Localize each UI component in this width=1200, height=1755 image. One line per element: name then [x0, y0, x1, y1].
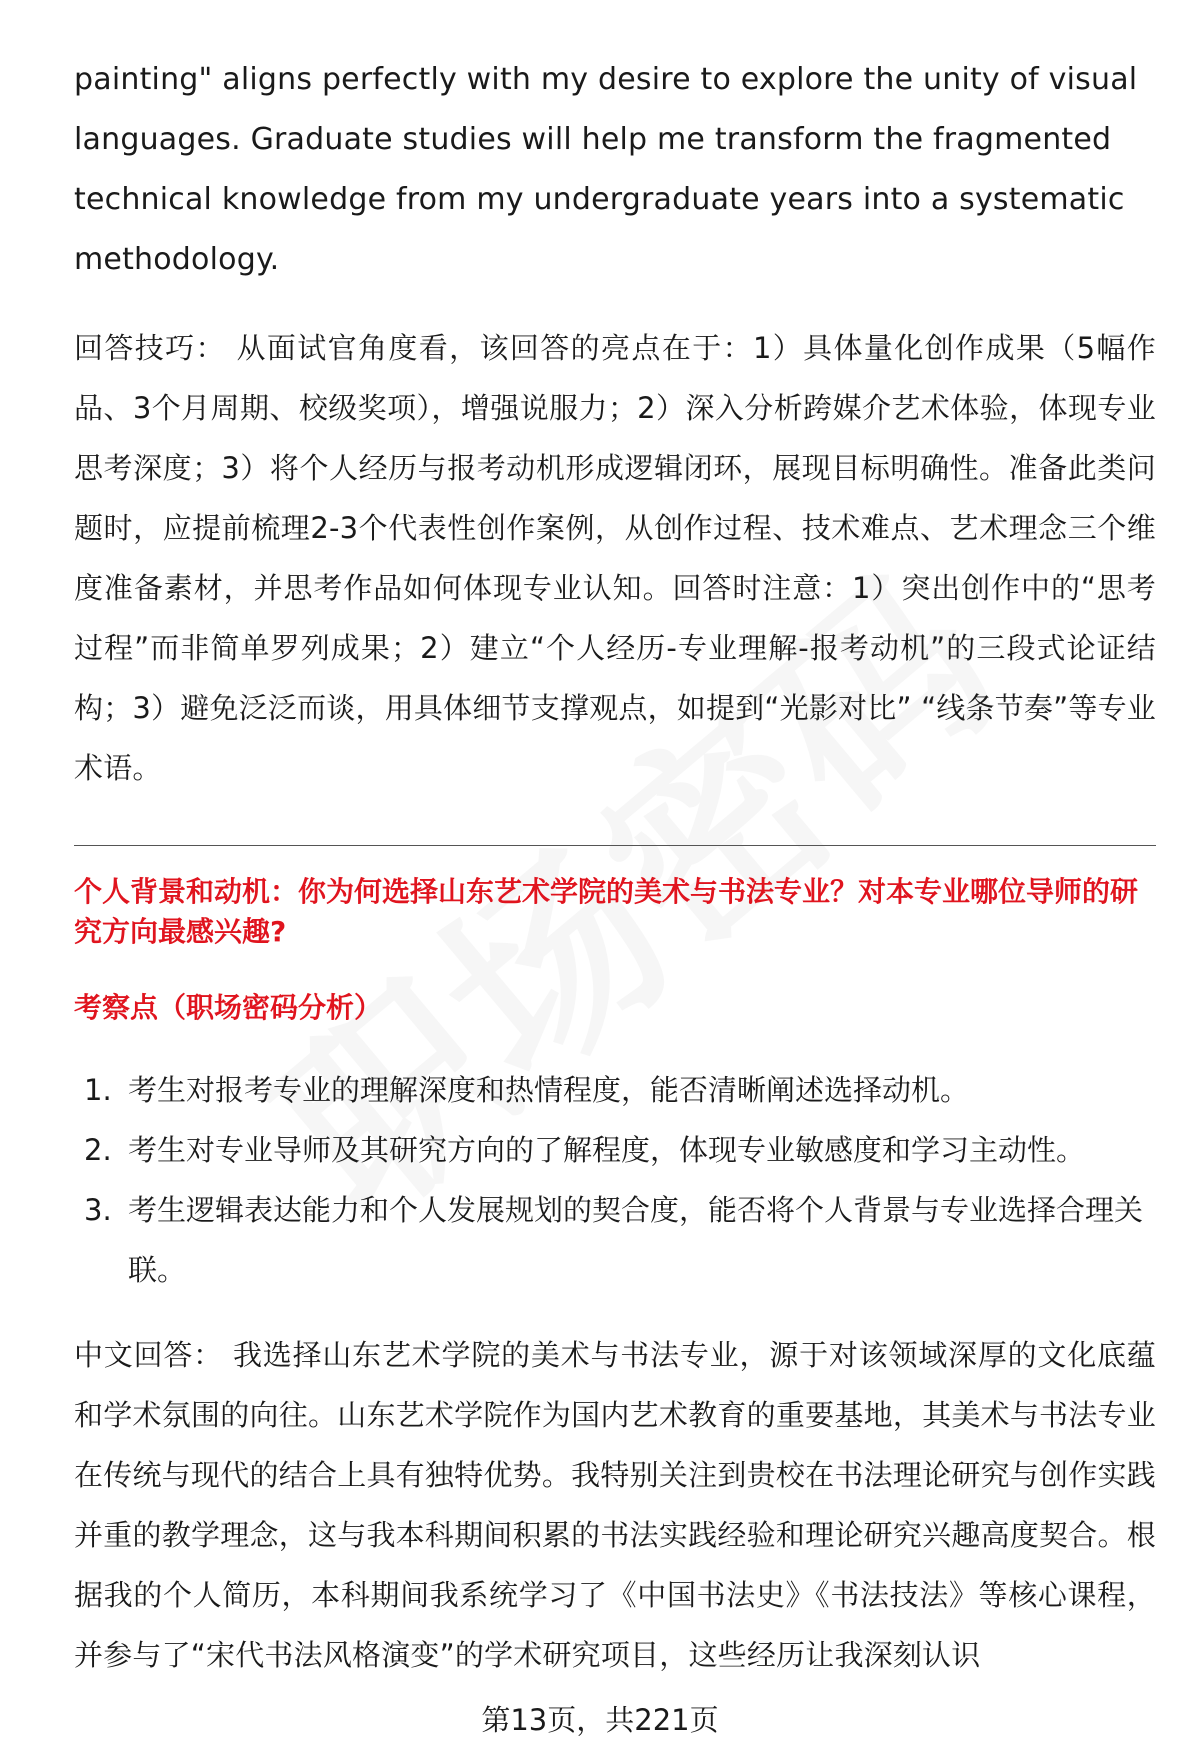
- list-item-number: 1.: [84, 1073, 112, 1107]
- page-number-footer: 第13页，共221页: [481, 1703, 719, 1737]
- document-page: [74, 0, 1156, 1755]
- list-item-text: 考生对报考专业的理解深度和热情程度，能否清晰阐述选择动机。: [128, 1073, 970, 1107]
- list-item: [74, 1180, 1156, 1300]
- list-item-number: 3.: [84, 1193, 112, 1227]
- assessment-points-list: [74, 1060, 1156, 1300]
- intro-paragraph: painting" aligns perfectly with my desire to explore the unity of visual languages. Graduate studies will help me transform the fragmented technical knowledge from my undergraduate years into a systematic methodology.: [74, 62, 1138, 277]
- list-item-number: 2.: [84, 1133, 112, 1167]
- list-item-text: 考生逻辑表达能力和个人发展规划的契合度，能否将个人背景与专业选择合理关联。: [128, 1193, 1144, 1287]
- answer-tips-paragraph: 回答技巧： 从面试官角度看，该回答的亮点在于：1）具体量化创作成果（5幅作品、3个月周期、校级奖项），增强说服力；2）深入分析跨媒介艺术体验，体现专业思考深度；3）将个人经历与报考动机形成逻辑闭环，展现目标明确性。准备此类问题时，应提前梳理2-3个代表性创作案例，从创作过程、技术难点、艺术理念三个维度准备素材，并思考作品如何体现专业认知。回答时注意：1）突出创作中的“思考过程”而非简单罗列成果；2）建立“个人经历-专业理解-报考动机”的三段式论证结构；3）避免泛泛而谈，用具体细节支撑观点，如提到“光影对比” “线条节奏”等专业术语。: [74, 331, 1156, 785]
- list-item: [74, 1120, 1156, 1180]
- chinese-answer-paragraph: 中文回答： 我选择山东艺术学院的美术与书法专业，源于对该领域深厚的文化底蕴和学术氛围的向往。山东艺术学院作为国内艺术教育的重要基地，其美术与书法专业在传统与现代的结合上具有独特优势。我特别关注到贵校在书法理论研究与创作实践并重的教学理念，这与我本科期间积累的书法实践经验和理论研究兴趣高度契合。根据我的个人简历，本科期间我系统学习了《中国书法史》《书法技法》等核心课程，并参与了“宋代书法风格演变”的学术研究项目，这些经历让我深刻认识: [74, 1338, 1156, 1672]
- assessment-points-heading: 考察点（职场密码分析）: [74, 991, 383, 1024]
- list-item-text: 考生对专业导师及其研究方向的了解程度，体现专业敏感度和学习主动性。: [128, 1133, 1086, 1167]
- question-heading: 个人背景和动机：你为何选择山东艺术学院的美术与书法专业？对本专业哪位导师的研究方向最感兴趣?: [74, 875, 1139, 948]
- list-item: [74, 1060, 1156, 1120]
- section-divider: [74, 845, 1156, 846]
